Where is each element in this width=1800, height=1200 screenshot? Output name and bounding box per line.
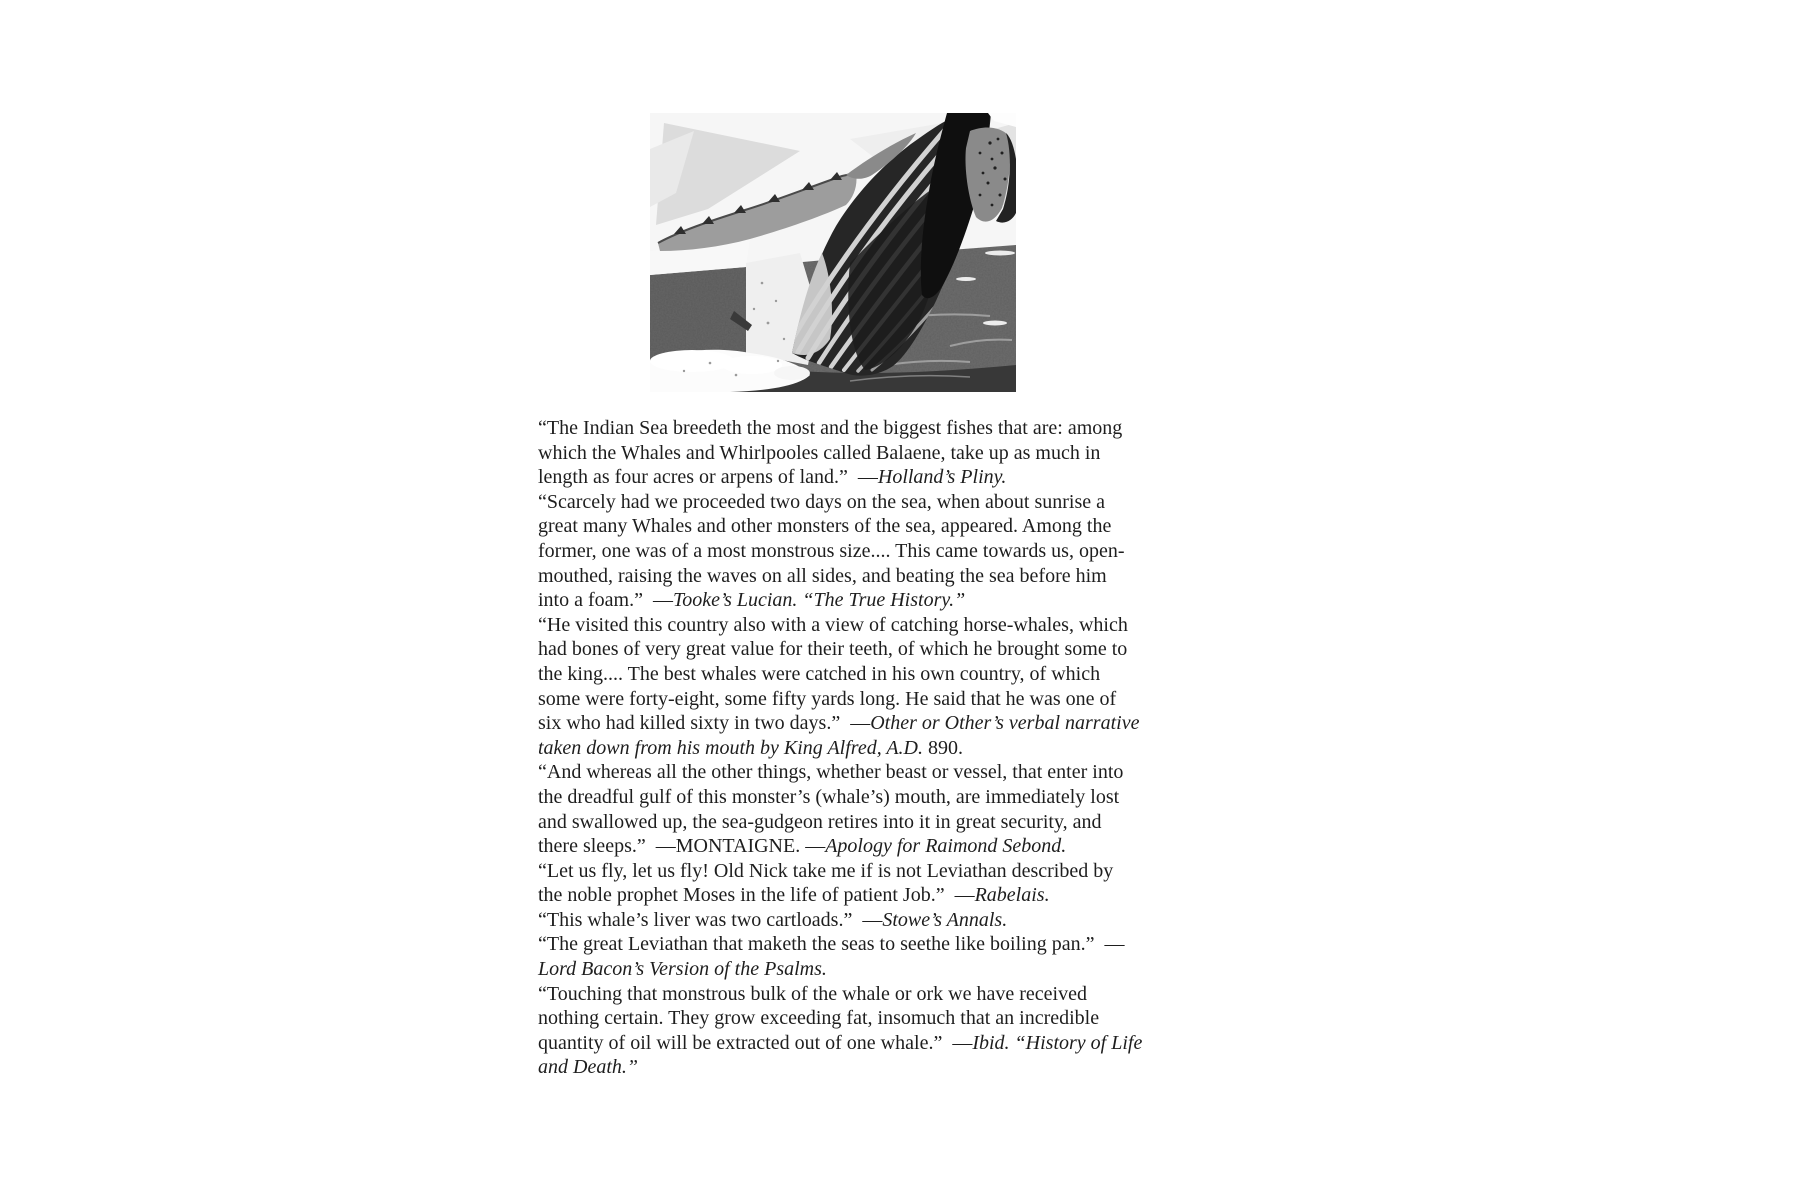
whale-photo-art bbox=[650, 113, 1016, 392]
source-citation: Holland’s Pliny. bbox=[877, 466, 1007, 489]
source-citation: Stowe’s Annals. bbox=[882, 908, 1008, 931]
extracts-text bbox=[538, 416, 1228, 1080]
quote-text: into a foam.” — bbox=[538, 589, 673, 612]
extract-line bbox=[538, 416, 1228, 441]
extract-line bbox=[538, 957, 1228, 982]
extract-line bbox=[538, 932, 1228, 957]
extract-line bbox=[538, 588, 1228, 613]
extract-line bbox=[538, 711, 1228, 736]
quote-text: some were forty-eight, some fifty yards long. He said that he was one of bbox=[538, 687, 1117, 710]
quote-text: had bones of very great value for their teeth, of which he brought some to bbox=[538, 638, 1128, 661]
extract-line bbox=[538, 785, 1228, 810]
extract-line bbox=[538, 908, 1228, 933]
extract-line bbox=[538, 465, 1228, 490]
quote-text: six who had killed sixty in two days.” — bbox=[538, 712, 871, 735]
extract-line bbox=[538, 564, 1228, 589]
quote-text: there sleeps.” —MONTAIGNE. — bbox=[538, 835, 826, 858]
extract-line bbox=[538, 736, 1228, 761]
source-citation: Tooke’s Lucian. “The True History.” bbox=[672, 589, 966, 612]
quote-text: former, one was of a most monstrous size.... This came towards us, open- bbox=[538, 539, 1125, 562]
source-citation: Ibid. “History of Life bbox=[972, 1031, 1143, 1054]
quote-text: “He visited this country also with a view of catching horse-whales, which bbox=[538, 613, 1128, 636]
quote-text: “Touching that monstrous bulk of the whale or ork we have received bbox=[538, 982, 1087, 1005]
extract-line bbox=[538, 539, 1228, 564]
extract-line bbox=[538, 490, 1228, 515]
extract-line bbox=[538, 1006, 1228, 1031]
extract-line bbox=[538, 613, 1228, 638]
quote-text: the dreadful gulf of this monster’s (whale’s) mouth, are immediately lost bbox=[538, 785, 1120, 808]
extract-line bbox=[538, 662, 1228, 687]
quote-text: “The Indian Sea breedeth the most and the biggest fishes that are: among bbox=[538, 417, 1123, 439]
extract-line bbox=[538, 1031, 1228, 1056]
extract-line bbox=[538, 1055, 1228, 1080]
source-citation: Lord Bacon’s Version of the Psalms. bbox=[538, 958, 827, 981]
extract-line bbox=[538, 859, 1228, 884]
quote-text: and swallowed up, the sea-gudgeon retires into it in great security, and bbox=[538, 810, 1102, 833]
quote-text: mouthed, raising the waves on all sides, and beating the sea before him bbox=[538, 564, 1107, 587]
extract-line bbox=[538, 982, 1228, 1007]
extract-line bbox=[538, 441, 1228, 466]
extract-line bbox=[538, 637, 1228, 662]
source-citation: and Death.” bbox=[538, 1056, 638, 1079]
extract-line bbox=[538, 834, 1228, 859]
whale-photo bbox=[650, 113, 1016, 392]
source-citation: Apology for Raimond Sebond. bbox=[825, 835, 1067, 858]
quote-text: 890. bbox=[923, 736, 963, 759]
extract-line bbox=[538, 514, 1228, 539]
extract-line bbox=[538, 883, 1228, 908]
source-citation: Rabelais. bbox=[974, 884, 1050, 907]
quote-text: nothing certain. They grow exceeding fat, insomuch that an incredible bbox=[538, 1007, 1100, 1030]
source-citation: taken down from his mouth by King Alfred, A.D. bbox=[538, 736, 923, 759]
source-citation: Other or Other’s verbal narrative bbox=[870, 712, 1140, 735]
extract-line bbox=[538, 810, 1228, 835]
quote-text: “Let us fly, let us fly! Old Nick take me if is not Leviathan described by bbox=[538, 859, 1114, 882]
quote-text: the king.... The best whales were catched in his own country, of which bbox=[538, 662, 1101, 685]
quote-text: “And whereas all the other things, whether beast or vessel, that enter into bbox=[538, 761, 1124, 784]
extract-line bbox=[538, 760, 1228, 785]
quote-text: great many Whales and other monsters of the sea, appeared. Among the bbox=[538, 515, 1112, 538]
quote-text: “The great Leviathan that maketh the seas to seethe like boiling pan.” — bbox=[538, 933, 1125, 956]
quote-text: “This whale’s liver was two cartloads.” — bbox=[538, 908, 883, 931]
quote-text: the noble prophet Moses in the life of patient Job.” — bbox=[538, 884, 975, 907]
quote-text: quantity of oil will be extracted out of one whale.” — bbox=[538, 1031, 973, 1054]
quote-text: length as four acres or arpens of land.” — bbox=[538, 466, 878, 489]
extract-line bbox=[538, 687, 1228, 712]
quote-text: which the Whales and Whirlpooles called Balaene, take up as much in bbox=[538, 441, 1101, 464]
quote-text: “Scarcely had we proceeded two days on the sea, when about sunrise a bbox=[538, 490, 1106, 513]
